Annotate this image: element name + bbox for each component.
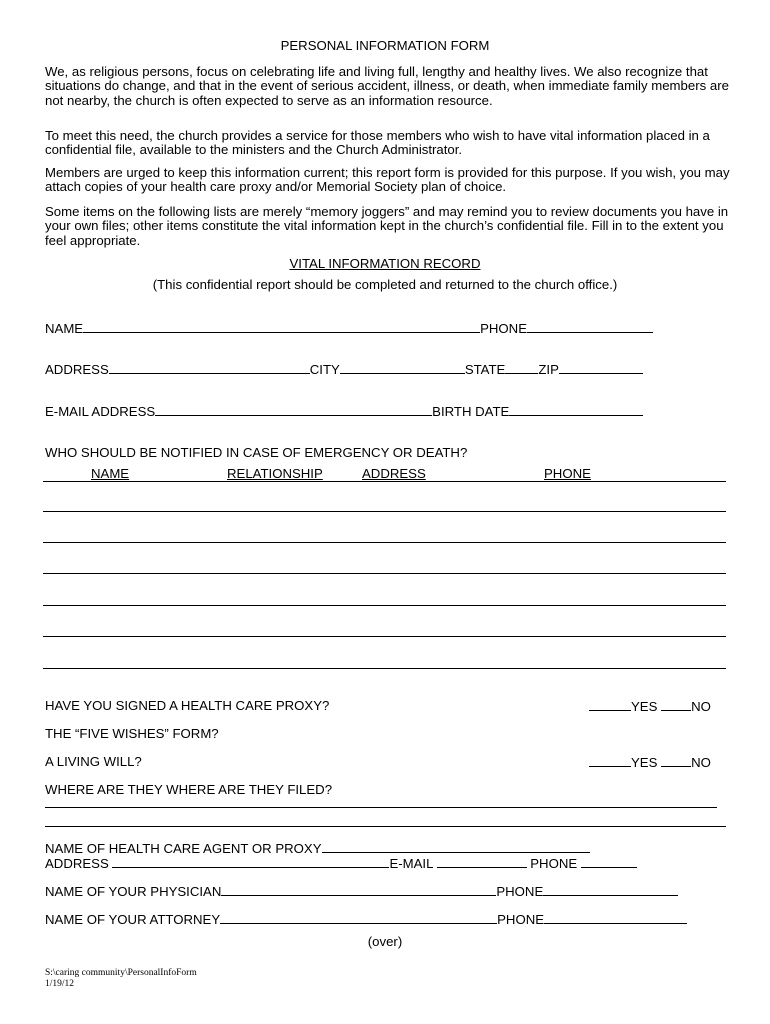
- emergency-col-relationship: RELATIONSHIP: [227, 466, 323, 481]
- proxy-question: HAVE YOU SIGNED A HEALTH CARE PROXY?: [45, 698, 330, 713]
- emergency-line-4[interactable]: [43, 573, 726, 574]
- over-note: (over): [367, 934, 403, 949]
- where-filed-question: WHERE ARE THEY WHERE ARE THEY FILED?: [45, 782, 333, 797]
- attorney-phone-label: PHONE: [497, 912, 545, 927]
- agent-email-field[interactable]: [437, 855, 527, 868]
- proxy-yes-blank[interactable]: [589, 698, 631, 711]
- city-field[interactable]: [340, 361, 465, 374]
- state-field[interactable]: [505, 361, 538, 374]
- emergency-line-6[interactable]: [43, 636, 726, 637]
- footer: [45, 968, 197, 990]
- where-filed-line-2[interactable]: [45, 826, 726, 827]
- intro-paragraph-2: To meet this need, the church provides a service for those members who wish to have vital information placed in a confidential file, available to the ministers and the Church Administrator.: [45, 128, 710, 158]
- living-will-yes-blank[interactable]: [589, 754, 631, 767]
- name-phone-row: [45, 320, 653, 336]
- physician-phone-field[interactable]: [543, 883, 678, 896]
- emergency-line-2[interactable]: [43, 511, 726, 512]
- attorney-row: [45, 911, 687, 927]
- agent-address-field[interactable]: [112, 855, 389, 868]
- footer-date: 1/19/12: [45, 979, 75, 989]
- name-label: NAME: [45, 321, 84, 336]
- agent-name-field[interactable]: [322, 840, 590, 853]
- emergency-line-1[interactable]: [43, 481, 726, 482]
- agent-address-row: [45, 855, 637, 871]
- record-note: (This confidential report should be completed and returned to the church office.): [152, 277, 618, 292]
- attorney-phone-field[interactable]: [544, 911, 687, 924]
- proxy-yes-no: [589, 698, 711, 714]
- physician-row: [45, 883, 678, 899]
- phone-label: PHONE: [480, 321, 528, 336]
- proxy-yes-label: YES: [631, 699, 658, 714]
- living-will-yes-no: [589, 754, 711, 770]
- email-field[interactable]: [155, 403, 432, 416]
- intro-paragraph-1: We, as religious persons, focus on celebrating life and living full, lengthy and healthy lives. We also recognize that situations do change, and that in the event of serious accident, illness, or death, when immediate family members are not nearby, the church is often expected to serve as an information resource.: [45, 64, 729, 108]
- email-row: [45, 403, 643, 419]
- agent-phone-field[interactable]: [581, 855, 637, 868]
- physician-phone-label: PHONE: [496, 884, 544, 899]
- footer-path: S:\caring community\PersonalInfoForm: [45, 968, 197, 978]
- phone-field[interactable]: [527, 320, 653, 333]
- record-heading: VITAL INFORMATION RECORD: [289, 256, 481, 271]
- zip-label: ZIP: [538, 362, 559, 377]
- physician-field[interactable]: [221, 883, 496, 896]
- name-field[interactable]: [83, 320, 480, 333]
- living-will-question: A LIVING WILL?: [45, 754, 142, 769]
- attorney-field[interactable]: [220, 911, 497, 924]
- emergency-col-phone: PHONE: [544, 466, 591, 481]
- agent-email-label: E-MAIL: [389, 856, 433, 871]
- address-label: ADDRESS: [45, 362, 109, 377]
- living-will-yes-label: YES: [631, 755, 658, 770]
- emergency-line-7[interactable]: [43, 668, 726, 669]
- address-field[interactable]: [109, 361, 310, 374]
- emergency-line-5[interactable]: [43, 605, 726, 606]
- emergency-col-name: NAME: [91, 466, 130, 481]
- emergency-question: WHO SHOULD BE NOTIFIED IN CASE OF EMERGENCY OR DEATH?: [45, 445, 468, 460]
- agent-name-label: NAME OF HEALTH CARE AGENT OR PROXY: [45, 841, 322, 856]
- where-filed-line-1[interactable]: [45, 807, 717, 808]
- physician-label: NAME OF YOUR PHYSICIAN: [45, 884, 222, 899]
- agent-name-row: [45, 840, 590, 856]
- proxy-no-blank[interactable]: [661, 698, 691, 711]
- intro-paragraph-3: Members are urged to keep this information current; this report form is provided for this purpose. If you wish, you may attach copies of your health care proxy and/or Memorial Society plan of choice.: [45, 165, 730, 195]
- emergency-line-3[interactable]: [43, 542, 726, 543]
- agent-address-label: ADDRESS: [45, 856, 109, 871]
- agent-phone-label: PHONE: [530, 856, 578, 871]
- five-wishes-question: THE “FIVE WISHES” FORM?: [45, 726, 219, 741]
- attorney-label: NAME OF YOUR ATTORNEY: [45, 912, 221, 927]
- birth-date-label: BIRTH DATE: [432, 404, 510, 419]
- state-label: STATE: [464, 362, 506, 377]
- living-will-no-blank[interactable]: [661, 754, 691, 767]
- proxy-no-label: NO: [691, 699, 711, 714]
- intro-paragraph-4: Some items on the following lists are merely “memory joggers” and may remind you to review documents you have in your own files; other items constitute the vital information kept in the church’s confidential file. Fill in to the extent you feel appropriate.: [45, 204, 729, 248]
- address-row: [45, 361, 643, 377]
- page-title: PERSONAL INFORMATION FORM: [280, 38, 490, 53]
- zip-field[interactable]: [559, 361, 643, 374]
- emergency-col-address: ADDRESS: [362, 466, 426, 481]
- email-label: E-MAIL ADDRESS: [45, 404, 156, 419]
- city-label: CITY: [309, 362, 340, 377]
- birth-date-field[interactable]: [509, 403, 643, 416]
- living-will-no-label: NO: [691, 755, 711, 770]
